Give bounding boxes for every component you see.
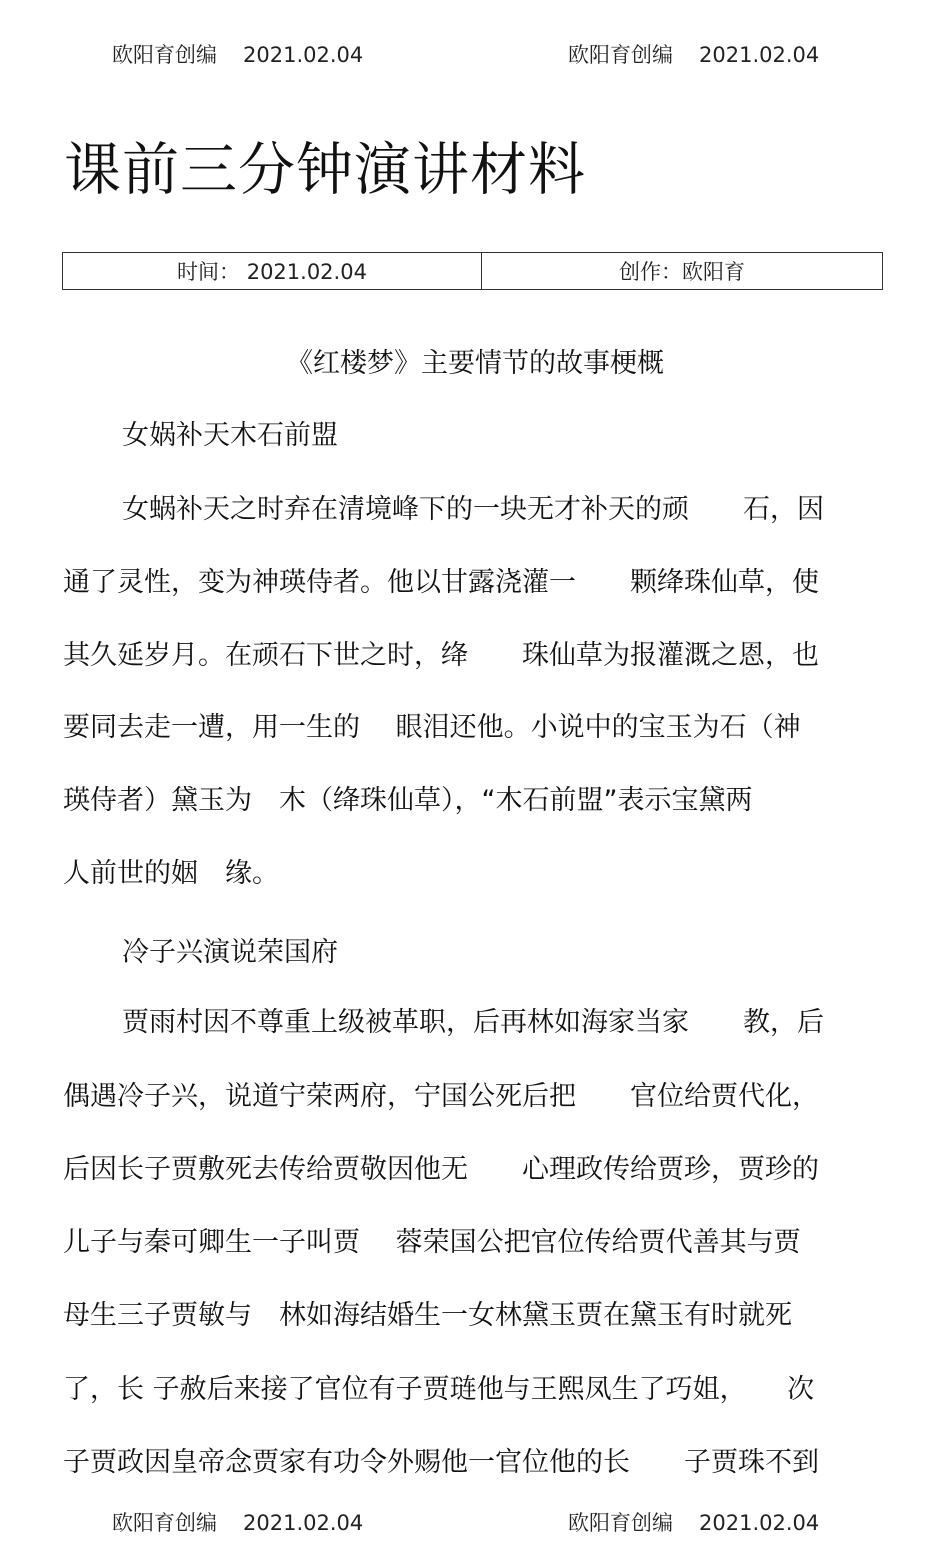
header-left-date: 2021.02.04 bbox=[243, 43, 364, 67]
paragraph-line: 后因长子贾敷死去传给贾敬因他无 心理政传给贾珍，贾珍的 bbox=[63, 1154, 819, 1185]
footer-right-date: 2021.02.04 bbox=[699, 1511, 820, 1535]
header-left bbox=[112, 39, 363, 69]
page-title: 课前三分钟演讲材料 bbox=[64, 137, 586, 203]
paragraph-line: 其久延岁月。在顽石下世之时，绛 珠仙草为报灌溉之恩，也 bbox=[63, 640, 819, 671]
paragraph-line: 人前世的姻 缘。 bbox=[63, 858, 279, 889]
paragraph-line: 儿子与秦可卿生一子叫贾 蓉荣国公把官位传给贾代善其与贾 bbox=[63, 1227, 801, 1258]
paragraph-line: 子贾政因皇帝念贾家有功令外赐他一官位他的长 子贾珠不到 bbox=[63, 1447, 819, 1478]
footer-right bbox=[568, 1507, 819, 1537]
header-right bbox=[568, 39, 819, 69]
meta-table bbox=[62, 252, 883, 290]
document-heading: 《红楼梦》主要情节的故事梗概 bbox=[286, 348, 664, 379]
meta-time: 时间： 2021.02.04 bbox=[63, 253, 482, 289]
meta-author: 创作：欧阳育 bbox=[619, 260, 745, 284]
section-title: 冷子兴演说荣国府 bbox=[122, 937, 338, 968]
header-right-date: 2021.02.04 bbox=[699, 43, 820, 67]
footer-left-date: 2021.02.04 bbox=[243, 1511, 364, 1535]
header-right-author: 欧阳育创编 bbox=[568, 43, 673, 67]
paragraph-line: 母生三子贾敏与 林如海结婚生一女林黛玉贾在黛玉有时就死 bbox=[63, 1300, 792, 1331]
paragraph-line: 了，长 子赦后来接了官位有子贾琏他与王熙凤生了巧姐， 次 bbox=[63, 1374, 815, 1405]
paragraph-line: 贾雨村因不尊重上级被革职，后再林如海家当家 教，后 bbox=[122, 1007, 824, 1038]
paragraph-line: 要同去走一遭，用一生的 眼泪还他。小说中的宝玉为石（神 bbox=[63, 712, 801, 743]
paragraph-line: 瑛侍者）黛玉为 木（绛珠仙草），“木石前盟”表示宝黛两 bbox=[63, 785, 753, 816]
header-left-author: 欧阳育创编 bbox=[112, 43, 217, 67]
footer-right-author: 欧阳育创编 bbox=[568, 1511, 673, 1535]
footer-left-author: 欧阳育创编 bbox=[112, 1511, 217, 1535]
section-title: 女娲补天木石前盟 bbox=[122, 420, 338, 451]
footer-left bbox=[112, 1507, 363, 1537]
paragraph-line: 偶遇冷子兴，说道宁荣两府，宁国公死后把 官位给贾代化， bbox=[63, 1081, 819, 1112]
paragraph-line: 女蜗补天之时弃在清境峰下的一块无才补天的顽 石，因 bbox=[122, 494, 824, 525]
paragraph-line: 通了灵性，变为神瑛侍者。他以甘露浇灌一 颗绛珠仙草，使 bbox=[63, 567, 819, 598]
